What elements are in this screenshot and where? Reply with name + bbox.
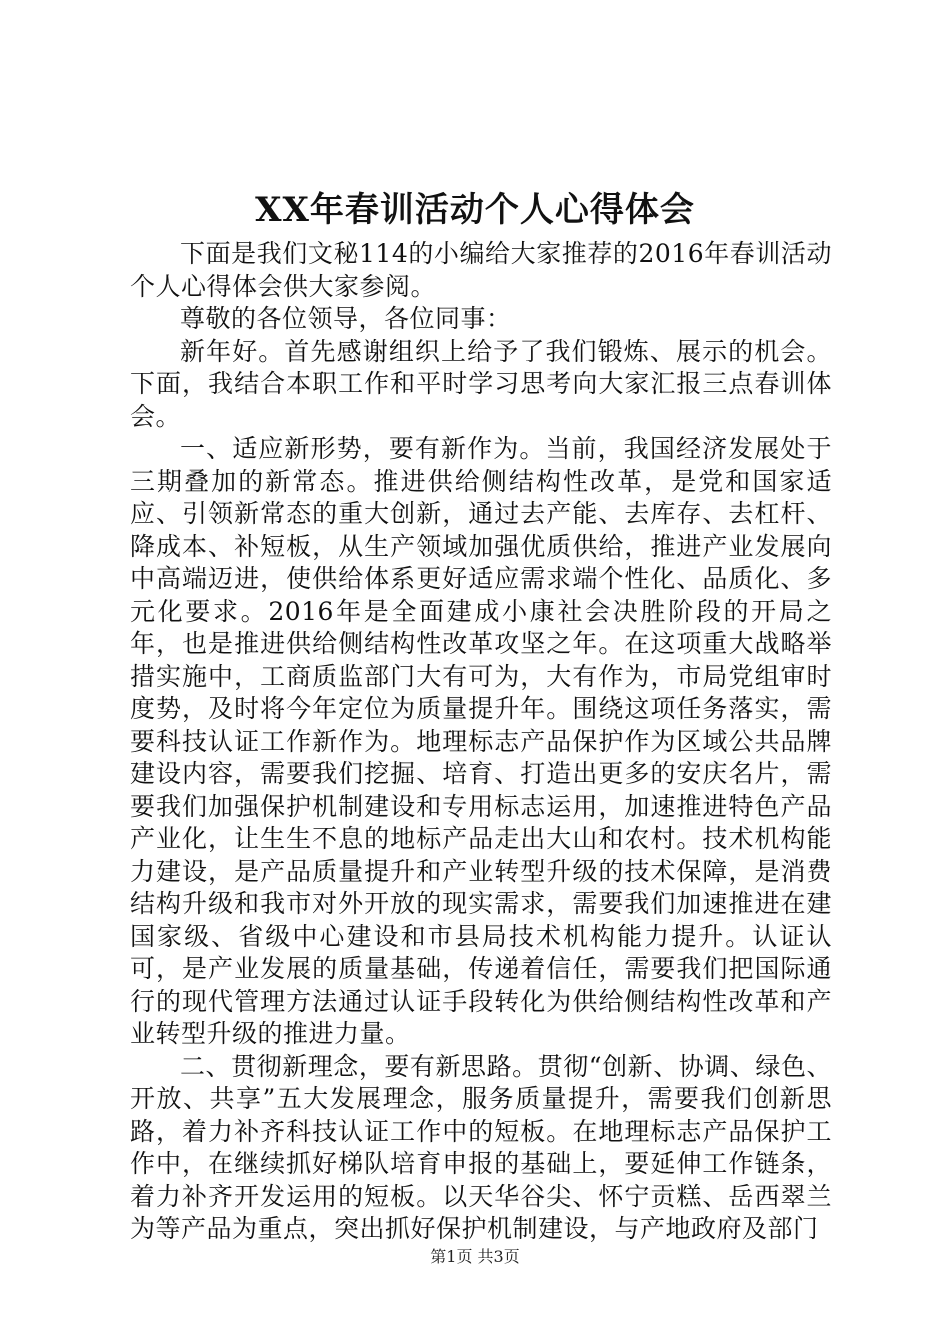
document-title: XX年春训活动个人心得体会 — [255, 190, 695, 230]
greeting-paragraph: 新年好。首先感谢组织上给予了我们锻炼、展示的机会。下面，我结合本职工作和平时学习思考向大家汇报三点春训体会。 — [130, 336, 832, 431]
page-number-footer: 第1页 共3页 — [430, 1247, 520, 1266]
document-body — [130, 238, 832, 1246]
intro-paragraph: 下面是我们文秘114的小编给大家推荐的2016年春训活动个人心得体会供大家参阅。 — [130, 239, 832, 301]
salutation-paragraph: 尊敬的各位领导，各位同事： — [180, 304, 512, 333]
section-two-paragraph: 二、贯彻新理念，要有新思路。贯彻“创新、协调、绿色、开放、共享”五大发展理念，服务质量提升，需要我们创新思路，着力补齐科技认证工作中的短板。在地理标志产品保护工作中，在继续抓好梯队培育申报的基础上，要延伸工作链条，着力补齐开发运用的短板。以天华谷尖、怀宁贡糕、岳西翠兰为等产品为重点，突出抓好保护机制建设，与产地政府及部门 — [130, 1051, 832, 1243]
section-one-paragraph: 一、适应新形势，要有新作为。当前，我国经济发展处于三期叠加的新常态。推进供给侧结构性改革，是党和国家适应、引领新常态的重大创新，通过去产能、去库存、去杠杆、降成本、补短板，从生产领域加强优质供给，推进产业发展向中高端迈进，使供给体系更好适应需求端个性化、品质化、多元化要求。2016年是全面建成小康社会决胜阶段的开局之年，也是推进供给侧结构性改革攻坚之年。在这项重大战略举措实施中，工商质监部门大有可为，大有作为，市局党组审时度势，及时将今年定位为质量提升年。围绕这项任务落实，需要科技认证工作新作为。地理标志产品保护作为区域公共品牌建设内容，需要我们挖掘、培育、打造出更多的安庆名片，需要我们加强保护机制建设和专用标志运用，加速推进特色产品产业化，让生生不息的地标产品走出大山和农村。技术机构能力建设，是产品质量提升和产业转型升级的技术保障，是消费结构升级和我市对外开放的现实需求，需要我们加速推进在建国家级、省级中心建设和市县局技术机构能力提升。认证认可，是产业发展的质量基础，传递着信任，需要我们把国际通行的现代管理方法通过认证手段转化为供给侧结构性改革和产业转型升级的推进力量。 — [130, 434, 832, 1048]
